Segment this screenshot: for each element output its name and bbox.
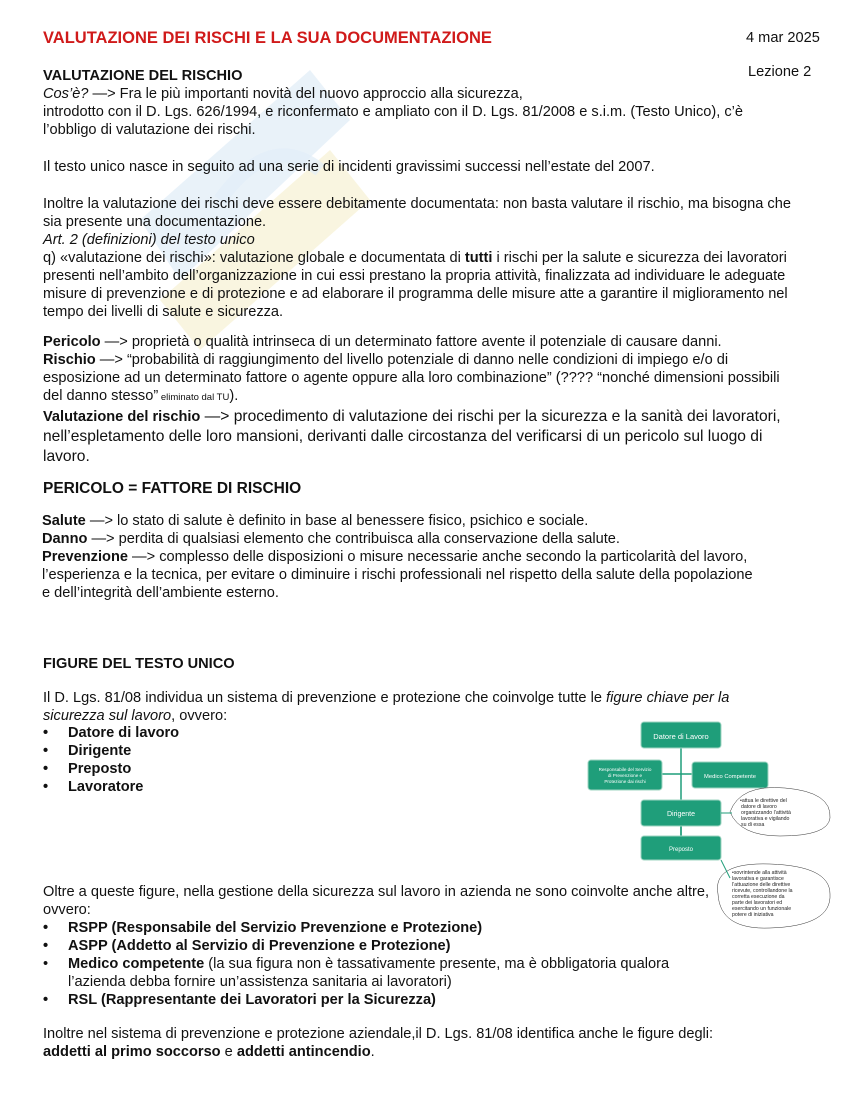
figures-list — [43, 724, 179, 796]
box-rspp-label-3: Protezione dai rischi — [604, 779, 646, 784]
definition-q: q) «valutazione dei rischi»: valutazione globale e documentata di tutti i rischi per la salute e sicurezza dei lavoratori presenti nell’ambito dell’organizzazione in cui essi prestano la propria attività, finalizzata ad individuare le adeguate misure di prevenzione e di protezione e ad elaborare il programma delle misure atte a garantire il miglioramento nel tempo dei livelli di salute e sicurezza. — [43, 250, 788, 320]
list-item: • Datore di lavoro — [43, 724, 179, 742]
box-medico-label: Medico Competente — [704, 774, 756, 780]
lesson-label: Lezione 2 — [748, 64, 812, 80]
def-salute: Salute —> lo stato di salute è definito in base al benessere fisico, psichico e sociale. — [42, 513, 589, 529]
paragraph-documentazione: Inoltre la valutazione dei rischi deve essere debitamente documentata: non basta valutare il rischio, ma bisogna che sia presente una documentazione. — [43, 196, 791, 230]
section-pericolo — [42, 512, 762, 602]
list-item: • RSPP (Responsabile del Servizio Prevenzione e Protezione) — [43, 919, 713, 937]
def-prevenzione: Prevenzione —> complesso delle disposizioni o misure necessarie anche secondo la particolarità del lavoro, l’esperienza e la tecnica, per evitare o diminuire i rischi professionali nel rispetto della salute della popolazione e dell’integrità dell’ambiente esterno. — [42, 549, 753, 601]
section-valutazione — [43, 67, 813, 321]
def-pericolo: Pericolo —> proprietà o qualità intrinseca di un determinato fattore avente il potenziale di causare danni. — [43, 334, 722, 350]
section-heading-figure: FIGURE DEL TESTO UNICO — [43, 656, 235, 672]
paragraph-line: introdotto con il D. Lgs. 626/1994, e riconfermato e ampliato con il D. Lgs. 81/2008 e s.i.m. (Testo Unico), c’è — [43, 104, 744, 120]
def-valutazione: Valutazione del rischio —> procedimento di valutazione dei rischi per la sicurezza e la sanità dei lavoratori, nell’espletamento delle loro mansioni, derivanti dalle circostanza del verificarsi di un pericolo sul luogo di lavoro. — [43, 408, 781, 465]
org-chart — [580, 718, 835, 938]
paragraph-intro: Cos’è? —> Fra le più importanti novità del nuovo approccio alla sicurezza, — [43, 86, 523, 102]
section-heading-pericolo: PERICOLO = FATTORE DI RISCHIO — [43, 480, 302, 497]
box-rspp-label-2: di Prevenzione e — [607, 773, 643, 778]
list-item: • Preposto — [43, 760, 179, 778]
paragraph-testo-unico: Il testo unico nasce in seguito ad una serie di incidenti gravissimi successi nell’estate del 2007. — [43, 159, 655, 175]
section-heading: VALUTAZIONE DEL RISCHIO — [43, 68, 243, 84]
def-rischio: Rischio —> “probabilità di raggiungimento del livello potenziale di danno nelle condizioni di impiego e/o di esposizione ad un determinato fattore o agente oppure alla loro combinazione” (???? “nonché dimensioni possibili del danno stesso” eliminato dal TU). — [43, 352, 780, 404]
list-item: • ASPP (Addetto al Servizio di Prevenzione e Protezione) — [43, 937, 713, 955]
box-preposto-label: Preposto — [668, 847, 694, 853]
note-preposto: •sovrintende alla attività lavorativa e garantisce l’attuazione delle direttive ricevute, controllandone la corretta esecuzione da parte dei lavoratori ed esercitando un funzionale potere di iniziativa — [732, 870, 793, 918]
box-dirigente-label: Dirigente — [666, 811, 696, 818]
list-item: • Dirigente — [43, 742, 179, 760]
page-title: VALUTAZIONE DEI RISCHI E LA SUA DOCUMENTAZIONE — [43, 29, 492, 47]
box-rspp-label-1: Responsabile del Servizio — [598, 767, 652, 772]
page-date: 4 mar 2025 — [746, 30, 820, 46]
paragraph-line: l’obbligo di valutazione dei rischi. — [43, 122, 256, 138]
list-item: • Medico competente (la sua figura non è tassativamente presente, ma è obbligatoria qualora l’azienda debba fornire un’assistenza sanitaria ai lavoratori) — [43, 955, 713, 991]
note-dirigente: •attua le direttive del datore di lavoro organizzando l’attività lavorativa e vigilando su di essa — [740, 798, 791, 828]
definitions-block — [43, 333, 803, 467]
box-datore-label: Datore di Lavoro — [653, 732, 709, 741]
final-paragraph: Inoltre nel sistema di prevenzione e protezione aziendale,il D. Lgs. 81/08 identifica anche le figure degli: addetti al primo soccorso e addetti antincendio. — [43, 1026, 714, 1060]
figure-intro: Il D. Lgs. 81/08 individua un sistema di prevenzione e protezione che coinvolge tutte le figure chiave per la sicurezza sul lavoro, ovvero: — [43, 690, 730, 724]
def-danno: Danno —> perdita di qualsiasi elemento che contribuisca alla conservazione della salute. — [42, 531, 620, 547]
article-ref: Art. 2 (definizioni) del testo unico — [43, 232, 255, 248]
list-item: • Lavoratore — [43, 778, 179, 796]
others-intro: Oltre a queste figure, nella gestione della sicurezza sul lavoro in azienda ne sono coinvolte anche altre, ovvero: — [43, 884, 710, 918]
list-item: • RSL (Rappresentante dei Lavoratori per la Sicurezza) — [43, 991, 713, 1009]
